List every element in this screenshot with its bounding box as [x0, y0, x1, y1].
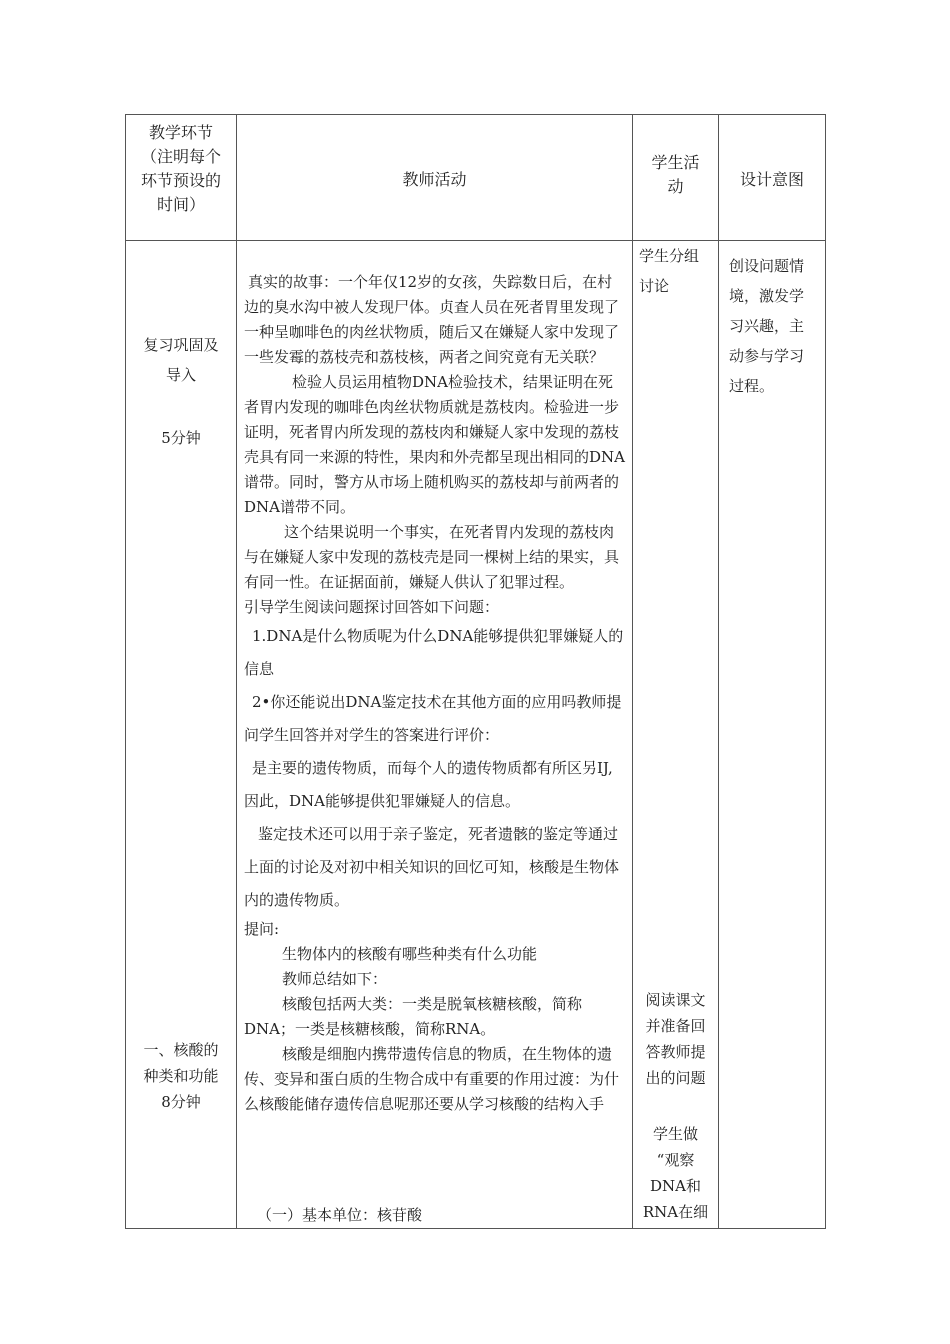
answer-2: 鉴定技术还可以用于亲子鉴定，死者遗骸的鉴定等通过上面的讨论及对初中相关知识的回忆可知，核酸是生物体内的遗传物质。: [244, 825, 620, 909]
header-design-intent: 设计意图: [719, 115, 826, 241]
ask-text: 生物体内的核酸有哪些种类有什么功能: [282, 945, 538, 963]
nucleic-stage-title: 一、核酸的 种类和功能 8分钟: [126, 1037, 236, 1115]
header-stage-line: 环节预设的: [140, 171, 221, 190]
stage-cell: [126, 241, 237, 1229]
design-intent-cell: [719, 241, 826, 1229]
question-1: 1.DNA是什么物质呢为什么DNA能够提供犯罪嫌疑人的信息: [244, 627, 624, 678]
basic-unit-heading: （一）基本单位：核苷酸: [257, 1206, 423, 1224]
nucleic-stage-time: 8分钟: [161, 1093, 201, 1111]
student-activity-discussion: 学生分组 讨论: [639, 247, 700, 295]
header-stage: [126, 115, 237, 241]
guide-text: 引导学生阅读问题探讨回答如下问题：: [244, 598, 500, 616]
header-student-activity: 学生活 动: [633, 115, 719, 241]
story-paragraph-2: 检验人员运用植物DNA检验技术，结果证明在死者胃内发现的咖啡色肉丝状物质就是荔枝肉。检验进一步证明，死者胃内所发现的荔枝肉和嫌疑人家中发现的荔枝壳具有同一来源的特性，果肉和外壳都呈现出相同的DNA谱带。同时，警方从市场上随机购买的荔枝却与前两者的DNA谱带不同。: [244, 373, 625, 516]
header-teacher-activity: 教师活动: [237, 115, 633, 241]
student-activity-experiment: 学生做 “观察 DNA和 RNA在细: [642, 1125, 709, 1221]
story-paragraph-3: 这个结果说明一个事实，在死者胃内发现的荔枝肉与在嫌疑人家中发现的荔枝壳是同一棵树上结的果实，具有同一性。在证据面前，嫌疑人供认了犯罪过程。: [244, 523, 620, 591]
lesson-plan-table: [125, 114, 826, 1229]
summary-paragraph-1: 核酸包括两大类：一类是脱氧核糖核酸，简称DNA；一类是核糖核酸，简称RNA。: [244, 995, 583, 1038]
ask-label: 提问:: [244, 920, 280, 938]
header-stage-line: （注明每个: [140, 147, 221, 166]
review-stage-title: 复习巩固及 导入: [143, 336, 219, 384]
design-intent-text: 创设问题情 境，激发学 习兴趣，主 动参与学习 过程。: [729, 257, 805, 395]
student-activity-reading: 阅读课文 并准备回 答教师提 出的问题: [645, 991, 706, 1087]
summary-label: 教师总结如下：: [282, 970, 388, 988]
teacher-activity-cell: [237, 241, 633, 1229]
story-paragraph-1: 真实的故事：一个年仅12岁的女孩，失踪数日后，在村边的臭水沟中被人发现尸体。贞查人员在死者胃里发现了一种呈咖啡色的肉丝状物质，随后又在嫌疑人家中发现了一些发霉的荔枝壳和荔枝核，两者之间究竟有无关联？: [244, 273, 620, 366]
review-stage-time: 5分钟: [161, 429, 201, 447]
table-body-row: [126, 241, 826, 1229]
header-stage-line: 时间）: [156, 195, 205, 214]
answer-1: 是主要的遗传物质，而每个人的遗传物质都有所区另IJ,因此，DNA能够提供犯罪嫌疑人的信息。: [244, 759, 613, 810]
summary-paragraph-2: 核酸是细胞内携带遗传信息的物质，在生物体的遗传、变异和蛋白质的生物合成中有重要的作用过渡：为什么核酸能储存遗传信息呢那还要从学习核酸的结构入手: [244, 1045, 620, 1113]
student-activity-cell: [633, 241, 719, 1229]
header-stage-line: 教学环节: [148, 123, 213, 142]
question-2: 2•你还能说出DNA鉴定技术在其他方面的应用吗教师提问学生回答并对学生的答案进行评价：: [244, 693, 622, 744]
table-header-row: [126, 115, 826, 241]
